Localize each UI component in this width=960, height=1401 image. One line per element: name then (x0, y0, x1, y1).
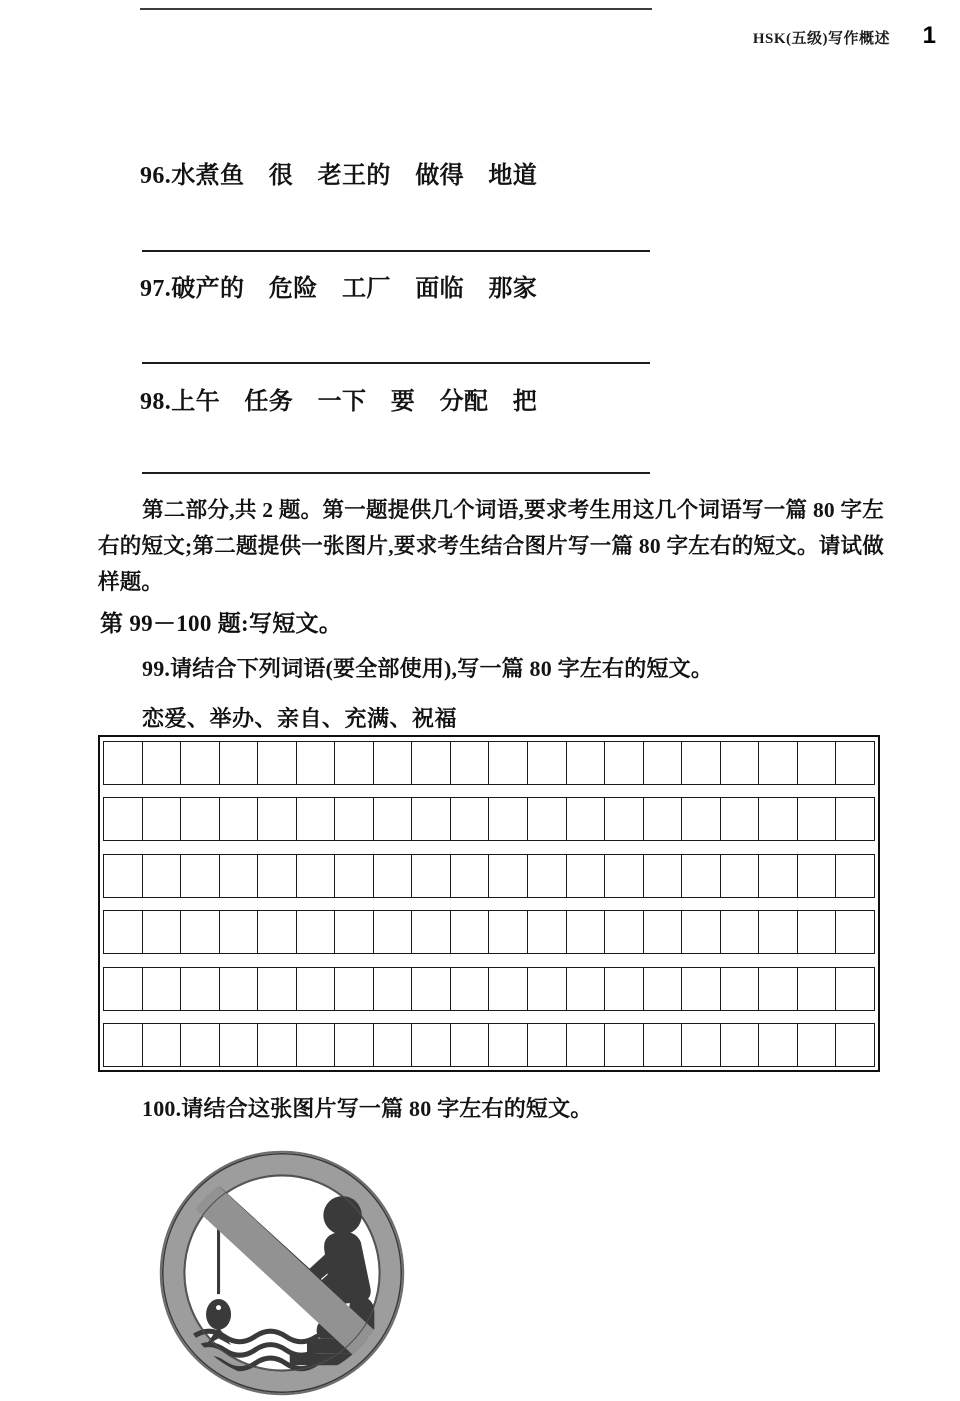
writing-grid-cell[interactable] (681, 797, 720, 841)
writing-grid-cell[interactable] (373, 797, 412, 841)
writing-grid-cell[interactable] (103, 1023, 142, 1067)
writing-grid-cell[interactable] (373, 910, 412, 954)
writing-grid-cell[interactable] (103, 967, 142, 1011)
writing-grid-cell[interactable] (142, 1023, 181, 1067)
writing-grid-cell[interactable] (296, 910, 335, 954)
writing-grid-cell[interactable] (334, 741, 373, 785)
writing-grid-cell[interactable] (797, 854, 836, 898)
writing-grid-cell[interactable] (527, 854, 566, 898)
writing-grid-cell[interactable] (450, 741, 489, 785)
writing-grid-cell[interactable] (334, 854, 373, 898)
writing-grid-cell[interactable] (758, 1023, 797, 1067)
writing-grid-cell[interactable] (604, 910, 643, 954)
writing-grid-cell[interactable] (180, 910, 219, 954)
writing-grid-cell[interactable] (180, 854, 219, 898)
writing-grid-cell[interactable] (180, 741, 219, 785)
writing-grid-cell[interactable] (835, 854, 875, 898)
writing-grid-cell[interactable] (257, 854, 296, 898)
writing-grid-row (103, 910, 875, 954)
part-two-instructions-text: 第二部分,共 2 题。第一题提供几个词语,要求考生用这几个词语写一篇 80 字左右的短文;第二题提供一张图片,要求考生结合图片写一篇 80 字左右的短文。请试做样题。 (98, 498, 884, 594)
writing-grid-cell[interactable] (797, 797, 836, 841)
writing-grid-cell[interactable] (527, 797, 566, 841)
writing-grid-cell[interactable] (411, 910, 450, 954)
writing-grid-cell[interactable] (797, 910, 836, 954)
writing-grid-cell[interactable] (411, 967, 450, 1011)
writing-grid-cell[interactable] (219, 797, 258, 841)
no-fishing-sign-icon (136, 1148, 428, 1398)
writing-grid-cell[interactable] (103, 910, 142, 954)
writing-grid-cell[interactable] (681, 1023, 720, 1067)
writing-grid-cell[interactable] (643, 910, 682, 954)
vocabulary-list: 恋爱、举办、亲自、充满、祝福 (142, 706, 458, 731)
writing-grid-cell[interactable] (450, 854, 489, 898)
writing-grid-cell[interactable] (566, 1023, 605, 1067)
writing-grid-cell[interactable] (411, 1023, 450, 1067)
writing-grid-cell[interactable] (142, 854, 181, 898)
writing-grid-cell[interactable] (835, 797, 875, 841)
writing-grid-row (103, 1023, 875, 1067)
writing-grid-cell[interactable] (103, 854, 142, 898)
writing-grid-cell[interactable] (758, 910, 797, 954)
writing-grid-cell[interactable] (334, 910, 373, 954)
writing-grid-cell[interactable] (373, 967, 412, 1011)
writing-grid-cell[interactable] (527, 910, 566, 954)
writing-grid-cell[interactable] (411, 741, 450, 785)
page-number: 1 (922, 22, 936, 49)
writing-grid-cell[interactable] (257, 967, 296, 1011)
writing-grid-cell[interactable] (334, 1023, 373, 1067)
writing-grid-cell[interactable] (488, 741, 527, 785)
writing-grid-cell[interactable] (142, 797, 181, 841)
writing-grid-cell[interactable] (797, 741, 836, 785)
writing-grid-cell[interactable] (296, 1023, 335, 1067)
writing-grid-cell[interactable] (835, 1023, 875, 1067)
writing-grid-cell[interactable] (219, 741, 258, 785)
writing-grid-cell[interactable] (180, 967, 219, 1011)
writing-grid-cell[interactable] (797, 967, 836, 1011)
section-heading-99-100: 第 99－100 题:写短文。 (100, 611, 343, 636)
writing-grid-cell[interactable] (411, 797, 450, 841)
writing-grid-cell[interactable] (566, 967, 605, 1011)
writing-grid-cell[interactable] (296, 741, 335, 785)
writing-grid-cell[interactable] (411, 854, 450, 898)
question-96: 96.水煮鱼 很 老王的 做得 地道 (140, 163, 538, 189)
writing-grid-cell[interactable] (758, 741, 797, 785)
writing-grid-cell[interactable] (488, 967, 527, 1011)
writing-grid-cell[interactable] (681, 967, 720, 1011)
running-head: HSK(五级)写作概述 (752, 31, 890, 47)
writing-grid-cell[interactable] (643, 1023, 682, 1067)
writing-grid-cell[interactable] (296, 797, 335, 841)
writing-grid-cell[interactable] (450, 797, 489, 841)
writing-grid-cell[interactable] (720, 910, 759, 954)
writing-grid-cell[interactable] (643, 854, 682, 898)
writing-grid-cell[interactable] (142, 910, 181, 954)
writing-grid-cell[interactable] (720, 1023, 759, 1067)
answer-line-98 (142, 472, 650, 474)
writing-grid-cell[interactable] (566, 854, 605, 898)
writing-grid-cell[interactable] (103, 741, 142, 785)
writing-grid-row (103, 854, 875, 898)
writing-grid-cell[interactable] (566, 910, 605, 954)
writing-grid-cell[interactable] (488, 797, 527, 841)
writing-grid-cell[interactable] (566, 741, 605, 785)
writing-grid-cell[interactable] (219, 967, 258, 1011)
writing-grid-cell[interactable] (488, 910, 527, 954)
writing-grid-cell[interactable] (720, 741, 759, 785)
item-100-prompt: 100.请结合这张图片写一篇 80 字左右的短文。 (142, 1096, 593, 1121)
writing-grid-row (103, 797, 875, 841)
writing-grid-cell[interactable] (180, 1023, 219, 1067)
writing-grid-cell[interactable] (296, 854, 335, 898)
part-two-instructions (98, 492, 884, 600)
writing-grid-cell[interactable] (219, 910, 258, 954)
header-rule (140, 8, 652, 10)
writing-grid-cell[interactable] (604, 741, 643, 785)
writing-grid-cell[interactable] (835, 967, 875, 1011)
writing-grid-cell[interactable] (488, 854, 527, 898)
writing-grid-cell[interactable] (643, 797, 682, 841)
writing-grid-cell[interactable] (604, 797, 643, 841)
writing-grid[interactable] (98, 735, 880, 1072)
answer-line-97 (142, 362, 650, 364)
writing-grid-cell[interactable] (604, 854, 643, 898)
question-98: 98.上午 任务 一下 要 分配 把 (140, 389, 538, 415)
writing-grid-cell[interactable] (450, 910, 489, 954)
writing-grid-cell[interactable] (257, 741, 296, 785)
writing-grid-cell[interactable] (373, 854, 412, 898)
writing-grid-rows (100, 737, 878, 1070)
writing-grid-cell[interactable] (835, 910, 875, 954)
answer-line-96 (142, 250, 650, 252)
writing-grid-cell[interactable] (720, 967, 759, 1011)
writing-grid-cell[interactable] (797, 1023, 836, 1067)
writing-grid-cell[interactable] (488, 1023, 527, 1067)
question-97: 97.破产的 危险 工厂 面临 那家 (140, 276, 538, 302)
writing-grid-row (103, 967, 875, 1011)
writing-grid-cell[interactable] (103, 797, 142, 841)
writing-grid-cell[interactable] (527, 967, 566, 1011)
writing-grid-cell[interactable] (219, 1023, 258, 1067)
writing-grid-cell[interactable] (604, 1023, 643, 1067)
writing-grid-cell[interactable] (180, 797, 219, 841)
writing-grid-cell[interactable] (681, 854, 720, 898)
writing-grid-cell[interactable] (257, 1023, 296, 1067)
writing-grid-cell[interactable] (720, 854, 759, 898)
writing-grid-cell[interactable] (373, 741, 412, 785)
writing-grid-cell[interactable] (296, 967, 335, 1011)
writing-grid-cell[interactable] (720, 797, 759, 841)
writing-grid-cell[interactable] (835, 741, 875, 785)
writing-grid-cell[interactable] (527, 1023, 566, 1067)
writing-grid-cell[interactable] (450, 967, 489, 1011)
writing-grid-cell[interactable] (681, 741, 720, 785)
writing-grid-cell[interactable] (373, 1023, 412, 1067)
item-99-prompt: 99.请结合下列词语(要全部使用),写一篇 80 字左右的短文。 (142, 656, 714, 681)
writing-grid-cell[interactable] (257, 910, 296, 954)
writing-grid-cell[interactable] (643, 967, 682, 1011)
writing-grid-cell[interactable] (643, 741, 682, 785)
writing-grid-cell[interactable] (142, 741, 181, 785)
writing-grid-cell[interactable] (527, 741, 566, 785)
writing-grid-cell[interactable] (219, 854, 258, 898)
writing-grid-cell[interactable] (681, 910, 720, 954)
writing-grid-cell[interactable] (566, 797, 605, 841)
writing-grid-cell[interactable] (758, 967, 797, 1011)
writing-grid-cell[interactable] (450, 1023, 489, 1067)
writing-grid-cell[interactable] (604, 967, 643, 1011)
writing-grid-cell[interactable] (334, 967, 373, 1011)
writing-grid-cell[interactable] (758, 797, 797, 841)
writing-grid-cell[interactable] (334, 797, 373, 841)
writing-grid-cell[interactable] (142, 967, 181, 1011)
writing-grid-cell[interactable] (257, 797, 296, 841)
writing-grid-row (103, 741, 875, 785)
writing-grid-cell[interactable] (758, 854, 797, 898)
